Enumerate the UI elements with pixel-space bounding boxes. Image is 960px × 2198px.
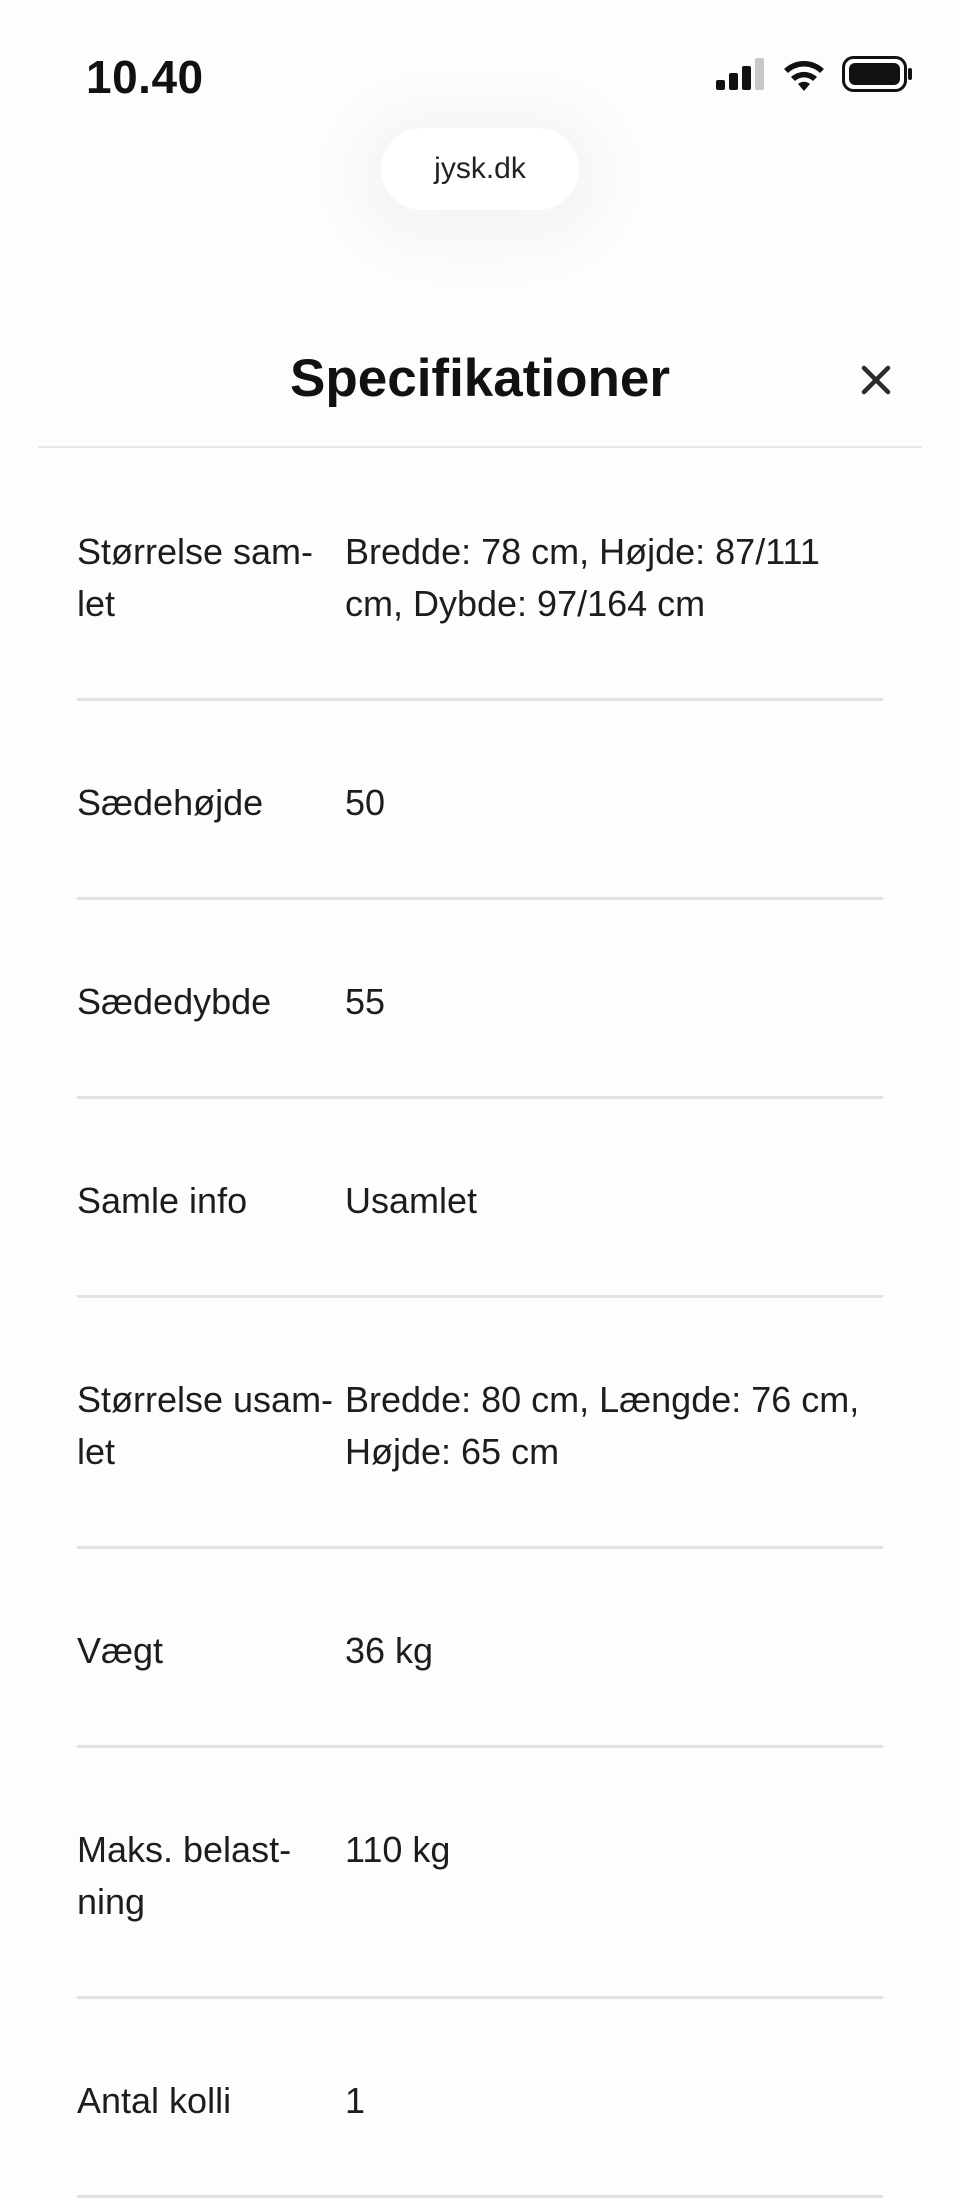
spec-row bbox=[77, 701, 883, 900]
page-title: Specifikationer bbox=[290, 349, 670, 408]
spec-label: Sædedybde bbox=[77, 981, 272, 1022]
status-time: 10.40 bbox=[86, 51, 204, 103]
spec-row bbox=[77, 1298, 883, 1549]
spec-value: 36 kg bbox=[345, 1630, 434, 1671]
spec-value: 50 bbox=[345, 782, 386, 823]
signal-icon bbox=[716, 58, 766, 95]
spec-label: Sædehøjde bbox=[77, 782, 264, 823]
url-text: jysk.dk bbox=[434, 152, 526, 185]
spec-value: Bredde: 78 cm, Højde: 87/111 cm, Dybde: 97/164 cm bbox=[345, 531, 820, 624]
close-button[interactable] bbox=[852, 356, 900, 404]
spec-row bbox=[77, 1748, 883, 1999]
sheet-header bbox=[38, 316, 922, 448]
spec-label: Maks. belast- ning bbox=[77, 1829, 292, 1922]
status-icons bbox=[716, 56, 914, 96]
specs-table bbox=[77, 450, 883, 2198]
spec-label: Samle info bbox=[77, 1180, 248, 1221]
spec-row bbox=[77, 1549, 883, 1748]
close-icon bbox=[861, 365, 891, 395]
spec-value: Usamlet bbox=[345, 1180, 478, 1221]
battery-icon bbox=[842, 56, 914, 97]
status-bar bbox=[0, 0, 960, 120]
spec-row bbox=[77, 1099, 883, 1298]
spec-value: Bredde: 80 cm, Længde: 76 cm, Højde: 65 cm bbox=[345, 1379, 860, 1472]
spec-label: Vægt bbox=[77, 1630, 164, 1671]
spec-label: Størrelse sam- let bbox=[77, 531, 314, 624]
spec-row bbox=[77, 900, 883, 1099]
spec-row bbox=[77, 1999, 883, 2198]
spec-label: Antal kolli bbox=[77, 2080, 232, 2121]
spec-row bbox=[77, 450, 883, 701]
spec-value: 55 bbox=[345, 981, 386, 1022]
spec-value: 1 bbox=[345, 2080, 366, 2121]
wifi-icon bbox=[782, 57, 826, 96]
url-bar[interactable] bbox=[381, 128, 579, 210]
spec-value: 110 kg bbox=[345, 1829, 451, 1870]
spec-label: Størrelse usam- let bbox=[77, 1379, 334, 1472]
